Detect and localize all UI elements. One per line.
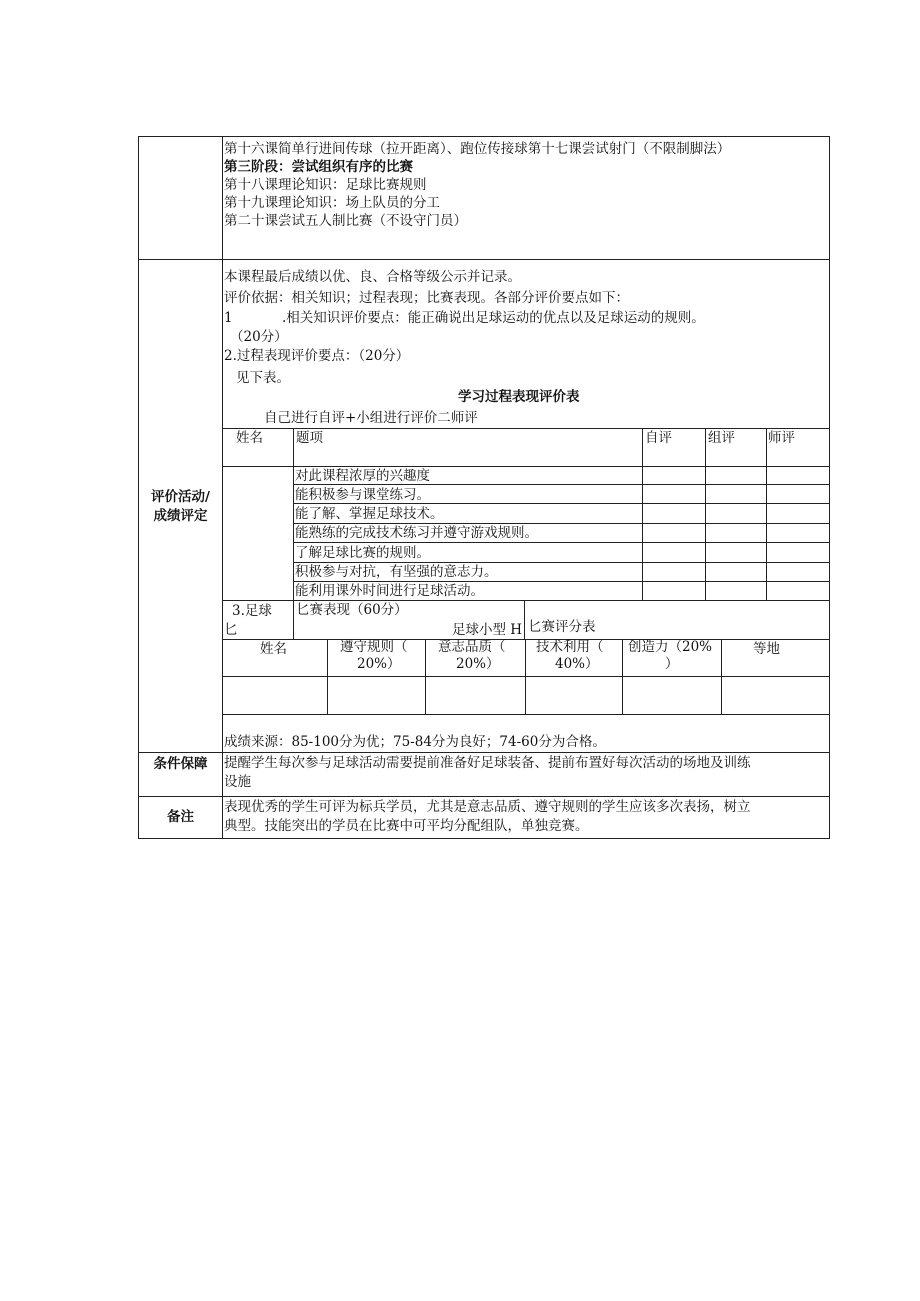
process-table-subtitle: 自己进行自评+小组进行评价二师评 [264, 410, 478, 426]
process-item-6: 积极参与对抗，有坚强的意志力。 [295, 564, 498, 580]
course-line-20: 第二十课尝试五人制比赛（不设守门员） [224, 213, 467, 229]
conditions-line1: 提醒学生每次参与足球活动需要提前准备好足球装备、提前布置好每次活动的场地及训练 [224, 755, 751, 771]
match-table-title-b: 匕赛评分表 [528, 619, 596, 635]
conditions-line2: 设施 [224, 774, 251, 790]
match-col-divider-3 [525, 639, 526, 714]
match-header-name: 姓名 [260, 641, 287, 657]
match-header-tech-2: 40%） [555, 656, 599, 672]
match-table-title-a: 足球小型 H [452, 622, 523, 638]
match-section-title: 匕赛表现（60分） [296, 602, 408, 618]
match-col-divider-4 [622, 639, 623, 714]
process-row-line-4 [293, 542, 830, 543]
grade-source-text: 成绩来源：85-100分为优；75-84分为良好；74-60分为合格。 [224, 734, 606, 750]
row-divider-top-eval [138, 259, 830, 260]
notes-label: 备注 [167, 809, 194, 825]
process-header-item: 题项 [296, 430, 323, 446]
process-item-5: 了解足球比赛的规则。 [295, 545, 430, 561]
eval-point1-number: 1 [224, 310, 233, 326]
match-table-top-line [222, 639, 830, 640]
stage-three-heading: 第三阶段：尝试组织有序的比赛 [224, 159, 413, 175]
process-table-title: 学习过程表现评价表 [458, 389, 580, 405]
process-item-3: 能了解、掌握足球技术。 [295, 506, 444, 522]
course-line-18: 第十八课理论知识：足球比赛规则 [224, 177, 427, 193]
match-header-create-1: 创造力（20% [628, 639, 713, 655]
outer-top-border [138, 136, 830, 137]
match-header-grade: 等地 [753, 641, 780, 657]
row-divider-conditions-notes [138, 796, 830, 797]
notes-line2: 典型。技能突出的学员在比赛中可平均分配组队，单独竞赛。 [224, 818, 589, 834]
match-col-divider-1 [327, 639, 328, 714]
match-section-label-b: 匕 [224, 622, 238, 638]
process-col-group-divider [705, 428, 706, 600]
process-header-self: 自评 [645, 430, 672, 446]
row-divider-eval-conditions [138, 752, 830, 753]
match-col-divider-5 [721, 639, 722, 714]
eval-point2: 2.过程表现评价要点：（20分） [224, 348, 410, 364]
process-col-self-divider [642, 428, 643, 600]
see-below-text: 见下表。 [236, 370, 290, 386]
eval-label-line2: 成绩评定 [153, 508, 208, 524]
eval-point1-score: （20分） [230, 329, 288, 345]
course-line-16-17: 第十六课简单行进间传球（拉开距离）、跑位传接球第十七课尝试射门（不限制脚法） [224, 141, 731, 157]
outer-right-border [829, 136, 830, 838]
process-header-teacher: 师评 [768, 430, 795, 446]
match-title-divider [524, 600, 525, 639]
match-header-rules-2: 20%） [357, 656, 401, 672]
process-header-name: 姓名 [236, 430, 263, 446]
eval-intro-2: 评价依据：相关知识；过程表现；比赛表现。各部分评价要点如下： [224, 290, 629, 306]
process-item-2: 能积极参与课堂练习。 [295, 487, 430, 503]
label-column-divider [222, 136, 223, 838]
process-item-7: 能利用课外时间进行足球活动。 [295, 583, 484, 599]
conditions-label: 条件保障 [153, 756, 208, 772]
match-col-divider-2 [425, 639, 426, 714]
process-col-teacher-divider [766, 428, 767, 600]
process-col-name-divider [293, 428, 294, 639]
process-header-group: 组评 [708, 430, 735, 446]
eval-point1-text: .相关知识评价要点：能正确说出足球运动的优点以及足球运动的规则。 [282, 310, 705, 326]
process-item-4: 能熟练的完成技术练习并遵守游戏规则。 [295, 525, 538, 541]
match-header-will-1: 意志品质（ [438, 639, 506, 655]
match-header-will-2: 20%） [456, 656, 500, 672]
notes-line1: 表现优秀的学生可评为标兵学员，尤其是意志品质、遵守规则的学生应该多次表扬，树立 [224, 799, 751, 815]
eval-label-line1: 评价活动/ [151, 489, 210, 505]
eval-intro-1: 本课程最后成绩以优、良、合格等级公示并记录。 [224, 269, 521, 285]
match-section-label-a: 3.足球 [232, 603, 272, 619]
match-header-bottom [222, 676, 830, 677]
match-table-bottom-line [222, 714, 830, 715]
outer-left-border [138, 136, 139, 838]
match-header-create-2: ） [665, 656, 679, 672]
match-header-rules-1: 遵守规则（ [340, 639, 408, 655]
process-item-1: 对此课程浓厚的兴趣度 [295, 468, 430, 484]
outer-bottom-border [138, 838, 830, 839]
match-header-tech-1: 技术利用（ [536, 639, 604, 655]
course-line-19: 第十九课理论知识：场上队员的分工 [224, 195, 440, 211]
